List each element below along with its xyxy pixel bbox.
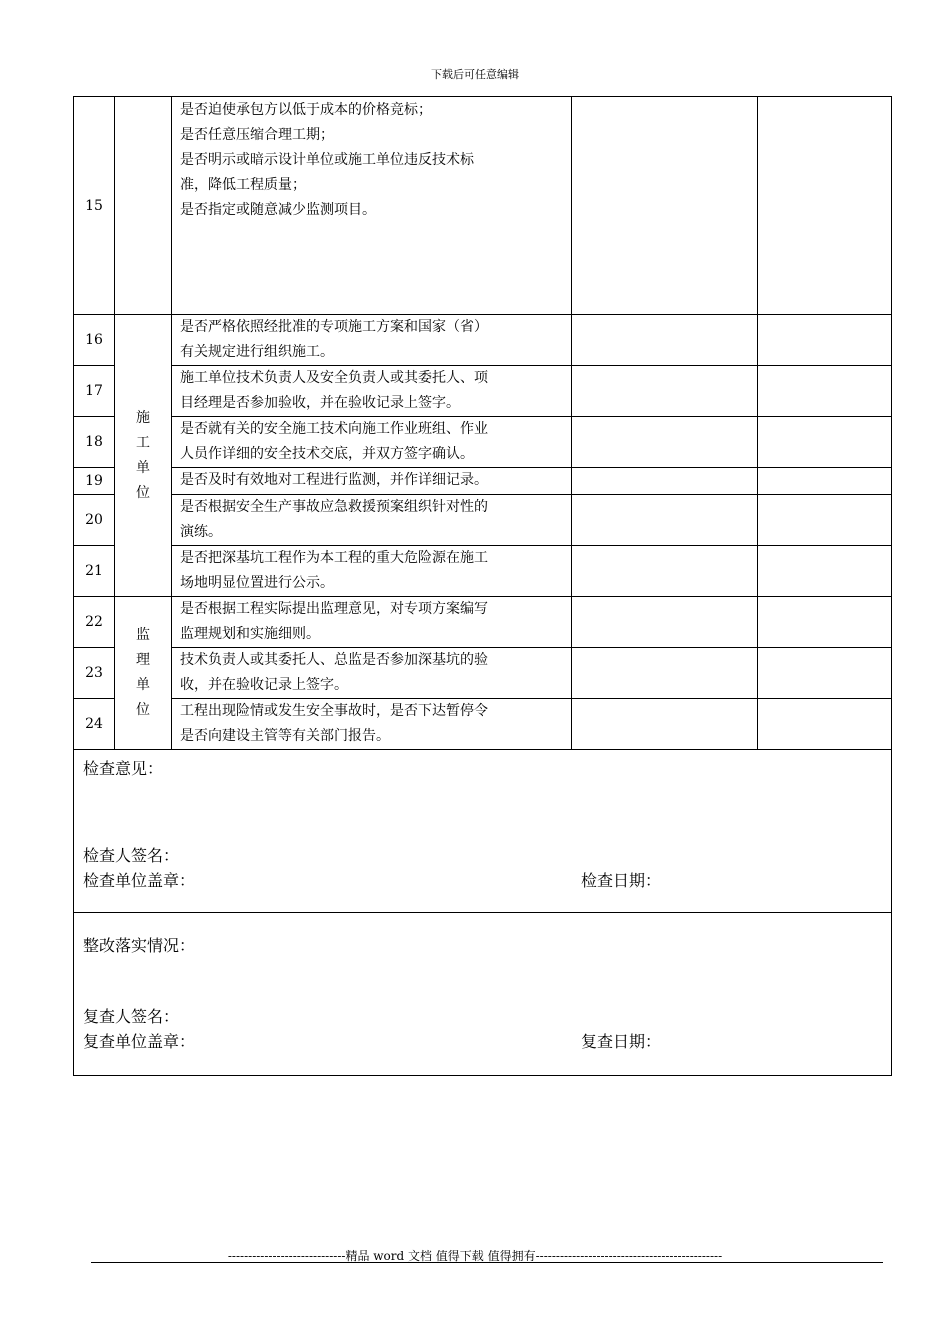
item-line: 是否就有关的安全施工技术向施工作业班组、作业 xyxy=(180,421,488,437)
result-cell[interactable] xyxy=(572,315,758,366)
item-line: 是否向建设主管等有关部门报告。 xyxy=(180,728,390,744)
remark-cell[interactable] xyxy=(758,315,892,366)
item-line: 监理规划和实施细则。 xyxy=(180,626,320,642)
item-line: 演练。 xyxy=(180,524,222,540)
page-footer: -----------------------------精品 word 文档 值得下载 值得拥有---------------------------------------------- xyxy=(227,1249,723,1263)
check-item xyxy=(172,417,572,468)
item-line: 施工单位技术负责人及安全负责人或其委托人、项 xyxy=(180,370,488,386)
item-line: 是否迫使承包方以低于成本的价格竞标； xyxy=(180,102,432,118)
check-item xyxy=(172,97,572,315)
item-line: 是否根据工程实际提出监理意见，对专项方案编写 xyxy=(180,601,488,617)
inspection-unit-seal-label: 检查单位盖章： xyxy=(83,871,196,890)
remark-cell[interactable] xyxy=(758,468,892,495)
footer-divider xyxy=(91,1262,883,1263)
result-cell[interactable] xyxy=(572,648,758,699)
check-item xyxy=(172,468,572,495)
category-supervision-unit: 监 理 单 位 xyxy=(115,597,172,750)
item-line: 是否任意压缩合理工期； xyxy=(180,127,334,143)
check-item xyxy=(172,699,572,750)
remark-cell[interactable] xyxy=(758,366,892,417)
item-line: 收，并在验收记录上签字。 xyxy=(180,677,348,693)
item-line: 是否指定或随意减少监测项目。 xyxy=(180,202,376,218)
row-number: 15 xyxy=(74,97,115,315)
result-cell[interactable] xyxy=(572,597,758,648)
row-number: 18 xyxy=(74,417,115,468)
checklist-table xyxy=(73,96,892,1076)
result-cell[interactable] xyxy=(572,495,758,546)
check-item xyxy=(172,597,572,648)
result-cell[interactable] xyxy=(572,417,758,468)
remark-cell[interactable] xyxy=(758,417,892,468)
result-cell[interactable] xyxy=(572,699,758,750)
inspector-signature-label: 检查人签名： xyxy=(83,846,180,865)
rectification-box[interactable] xyxy=(74,913,892,1076)
inspection-section xyxy=(74,750,892,913)
check-item xyxy=(172,315,572,366)
rectification-section xyxy=(74,913,892,1076)
remark-cell[interactable] xyxy=(758,546,892,597)
table-row xyxy=(74,366,892,417)
remark-cell[interactable] xyxy=(758,597,892,648)
table-row xyxy=(74,495,892,546)
table-row xyxy=(74,468,892,495)
inspection-box[interactable] xyxy=(74,750,892,913)
table-row xyxy=(74,597,892,648)
result-cell[interactable] xyxy=(572,546,758,597)
item-line: 场地明显位置进行公示。 xyxy=(180,575,334,591)
category-cell xyxy=(115,97,172,315)
inspection-title: 检查意见： xyxy=(83,759,164,778)
item-line: 有关规定进行组织施工。 xyxy=(180,344,334,360)
table-row xyxy=(74,699,892,750)
review-date-label: 复查日期： xyxy=(581,1032,662,1051)
check-item xyxy=(172,648,572,699)
remark-cell[interactable] xyxy=(758,699,892,750)
row-number: 20 xyxy=(74,495,115,546)
result-cell[interactable] xyxy=(572,97,758,315)
item-line: 是否根据安全生产事故应急救援预案组织针对性的 xyxy=(180,499,488,515)
table-row xyxy=(74,97,892,315)
result-cell[interactable] xyxy=(572,468,758,495)
item-line: 目经理是否参加验收，并在验收记录上签字。 xyxy=(180,395,460,411)
remark-cell[interactable] xyxy=(758,648,892,699)
check-item xyxy=(172,366,572,417)
category-construction-unit: 施 工 单 位 xyxy=(115,315,172,597)
remark-cell[interactable] xyxy=(758,97,892,315)
item-line: 准，降低工程质量； xyxy=(180,177,306,193)
row-number: 16 xyxy=(74,315,115,366)
row-number: 17 xyxy=(74,366,115,417)
check-item xyxy=(172,495,572,546)
review-unit-seal-label: 复查单位盖章： xyxy=(83,1032,196,1051)
check-item xyxy=(172,546,572,597)
row-number: 19 xyxy=(74,468,115,495)
item-line: 人员作详细的安全技术交底，并双方签字确认。 xyxy=(180,446,474,462)
item-line: 是否及时有效地对工程进行监测，并作详细记录。 xyxy=(180,472,488,488)
table-row xyxy=(74,648,892,699)
row-number: 24 xyxy=(74,699,115,750)
table-row xyxy=(74,546,892,597)
table-row xyxy=(74,315,892,366)
item-line: 是否严格依照经批准的专项施工方案和国家（省） xyxy=(180,319,488,335)
row-number: 22 xyxy=(74,597,115,648)
reviewer-signature-label: 复查人签名： xyxy=(83,1007,180,1026)
item-line: 是否明示或暗示设计单位或施工单位违反技术标 xyxy=(180,152,474,168)
item-line: 工程出现险情或发生安全事故时，是否下达暂停令 xyxy=(180,703,488,719)
remark-cell[interactable] xyxy=(758,495,892,546)
item-line: 技术负责人或其委托人、总监是否参加深基坑的验 xyxy=(180,652,488,668)
table-row xyxy=(74,417,892,468)
item-line: 是否把深基坑工程作为本工程的重大危险源在施工 xyxy=(180,550,488,566)
result-cell[interactable] xyxy=(572,366,758,417)
rectification-title: 整改落实情况： xyxy=(83,936,196,955)
page-header: 下载后可任意编辑 xyxy=(431,68,519,81)
inspection-date-label: 检查日期： xyxy=(581,871,662,890)
row-number: 23 xyxy=(74,648,115,699)
row-number: 21 xyxy=(74,546,115,597)
